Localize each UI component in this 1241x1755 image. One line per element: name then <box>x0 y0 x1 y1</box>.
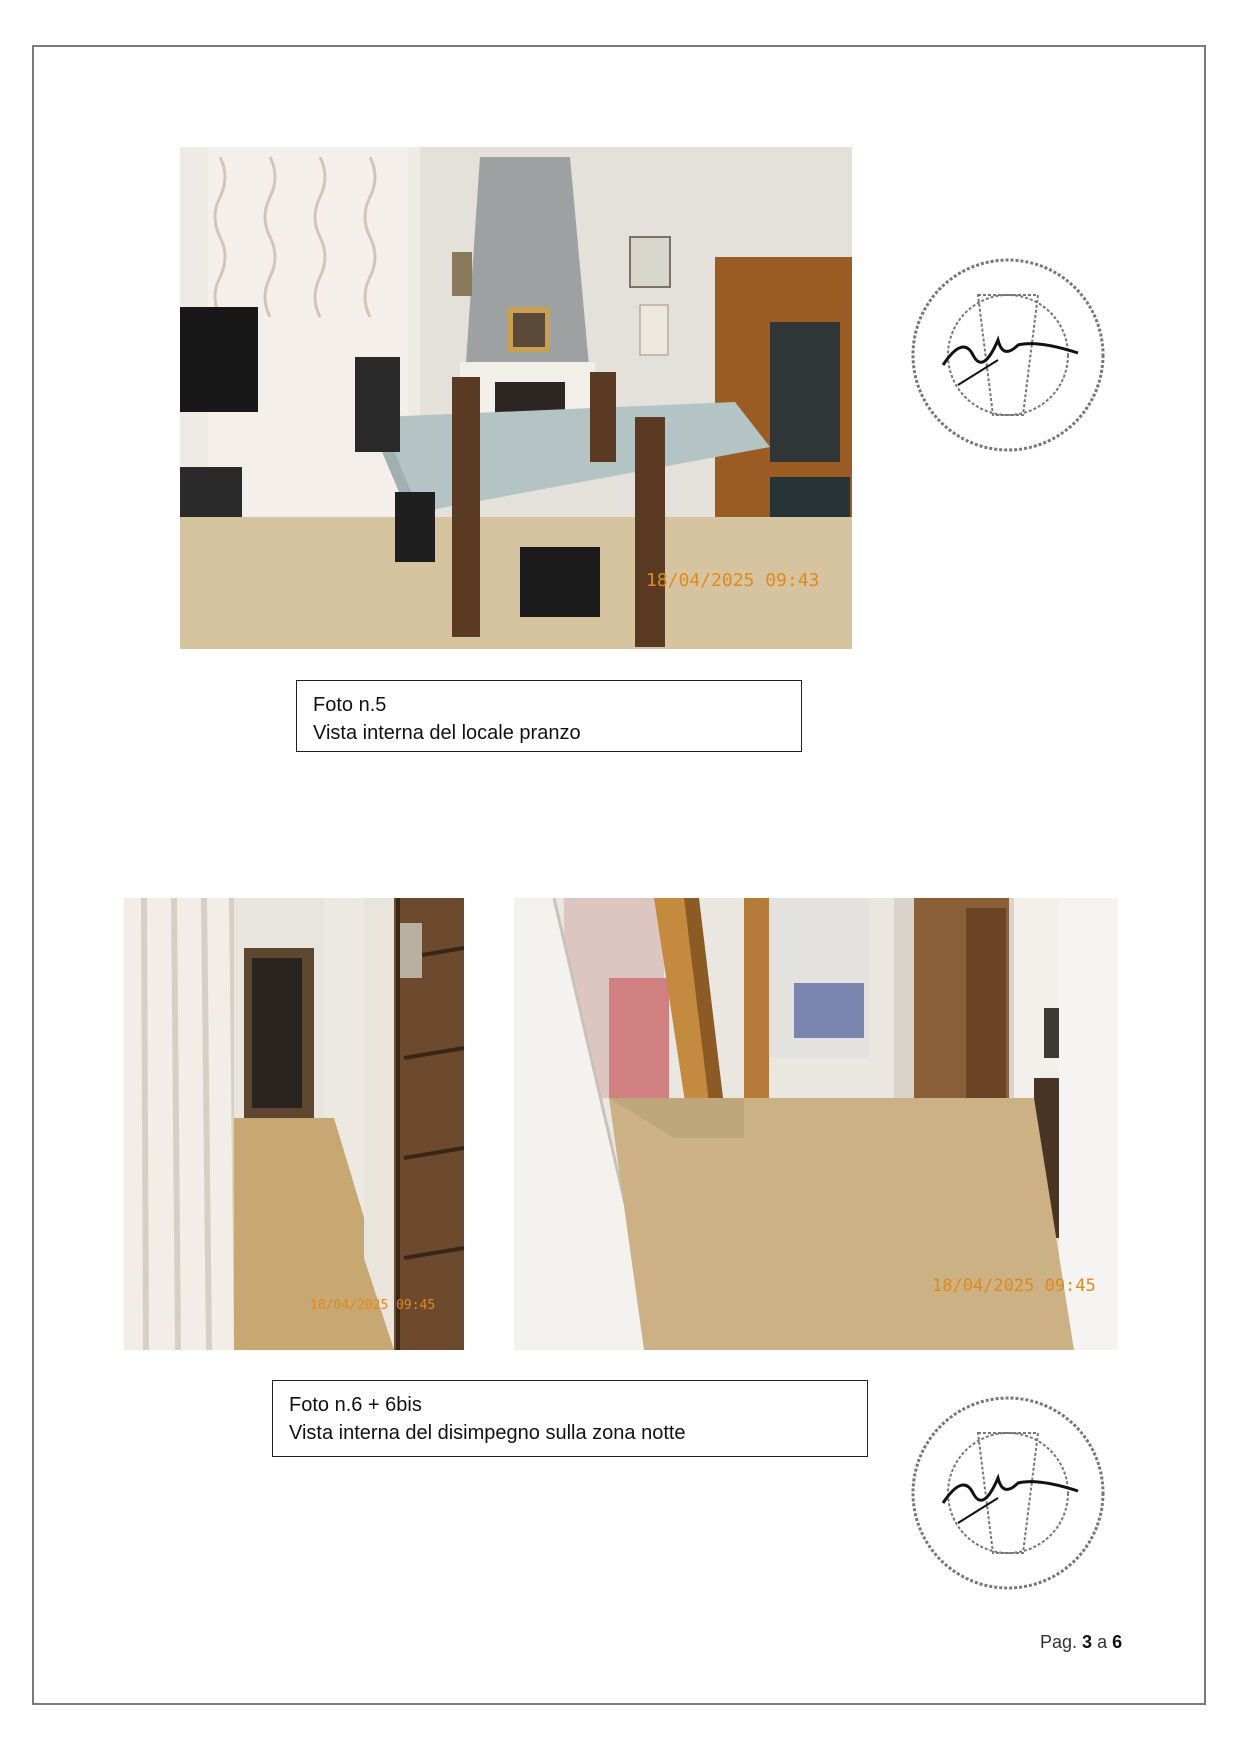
caption-photo-5-title: Foto n.5 <box>313 694 387 716</box>
caption-photo-6-description: Vista interna del disimpegno sulla zona notte <box>289 1422 686 1444</box>
photo-hallway <box>514 898 1118 1350</box>
photo6bis-timestamp: 18/04/2025 09:45 <box>932 1276 1096 1296</box>
photo5-timestamp: 18/04/2025 09:43 <box>646 570 820 591</box>
page-number-current: 3 <box>1082 1632 1093 1652</box>
photo-corridor <box>124 898 464 1350</box>
photo6-timestamp: 18/04/2025 09:45 <box>310 1298 436 1313</box>
caption-photo-6 <box>272 1380 868 1457</box>
page-number-separator: a <box>1097 1632 1108 1652</box>
caption-photo-5-description: Vista interna del locale pranzo <box>313 722 581 744</box>
caption-photo-6-title: Foto n.6 + 6bis <box>289 1394 422 1416</box>
official-stamp-top <box>898 240 1118 470</box>
page-number <box>1040 1632 1122 1653</box>
official-stamp-bottom <box>898 1378 1118 1608</box>
page-number-total: 6 <box>1112 1632 1123 1652</box>
photo-dining-room <box>180 147 852 649</box>
page-number-prefix: Pag. <box>1040 1632 1078 1652</box>
caption-photo-5 <box>296 680 802 752</box>
